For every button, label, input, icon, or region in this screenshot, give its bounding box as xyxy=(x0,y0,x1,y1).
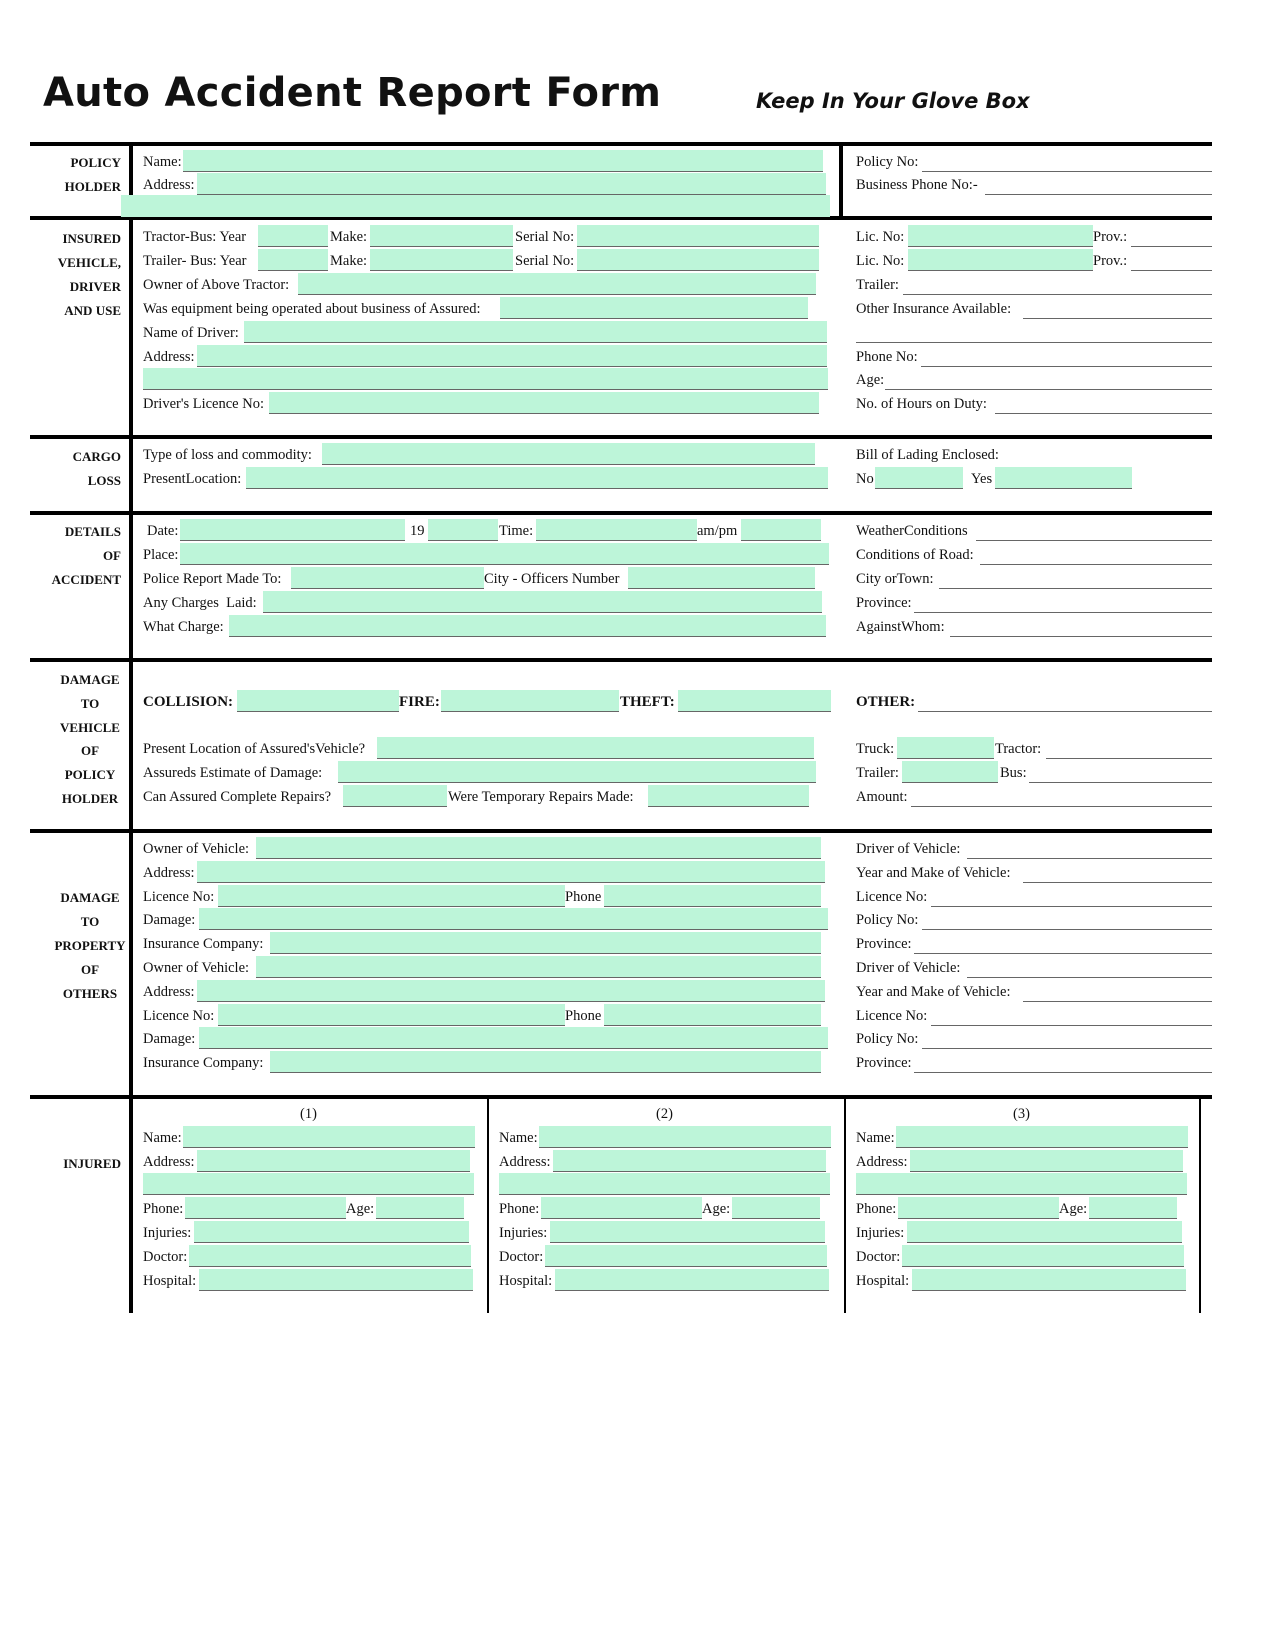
injured-columns-1-doctor-label: Doctor: xyxy=(499,1249,544,1265)
injured-2-address-line2-field[interactable] xyxy=(499,1173,830,1195)
damage-property-vehicles-1-insurance-label: Insurance Company: xyxy=(143,1055,264,1071)
damage-property-vehicles-1-policy-no-label: Policy No: xyxy=(856,1031,919,1047)
cargo-loss-yes-field[interactable] xyxy=(995,467,1132,489)
policy-holder-address-label: Address: xyxy=(143,177,195,193)
injured-columns-0-phone-field[interactable] xyxy=(185,1197,346,1219)
injured-columns-2-injuries-field[interactable] xyxy=(907,1221,1182,1243)
insured-vehicle-other-insurance-label: Other Insurance Available: xyxy=(856,301,1012,317)
insured-vehicle-driver-name-label: Name of Driver: xyxy=(143,325,239,341)
injured-columns-1-name-label: Name: xyxy=(499,1130,538,1146)
injured-columns-1-number-label: (2) xyxy=(656,1106,673,1122)
damage-property-vehicles-1-driver-label: Driver of Vehicle: xyxy=(856,960,961,976)
injured-columns-0-injuries-field[interactable] xyxy=(194,1221,469,1243)
insured-vehicle-prov-label: Prov.: xyxy=(1093,253,1128,269)
insured-vehicle-equipment-field[interactable] xyxy=(500,297,808,319)
cargo-loss-location-field[interactable] xyxy=(246,467,828,489)
damage-vehicle-bus-field[interactable] xyxy=(1029,761,1212,783)
policy-holder-address-field[interactable] xyxy=(197,173,826,195)
injured-columns-0-age-field[interactable] xyxy=(376,1197,464,1219)
damage-property-vehicles-0-policy-no-label: Policy No: xyxy=(856,912,919,928)
damage-vehicle-complete-field[interactable] xyxy=(343,785,447,807)
accident-weather-label: WeatherConditions xyxy=(856,523,968,539)
injured-1-address-line2-field[interactable] xyxy=(143,1173,474,1195)
accident-police-label: Police Report Made To: xyxy=(143,571,282,587)
policy-holder-policy-no-field[interactable] xyxy=(922,150,1212,172)
column-divider xyxy=(839,142,843,218)
damage-property-vehicles-0-insurance-label: Insurance Company: xyxy=(143,936,264,952)
accident-year-prefix-field[interactable] xyxy=(428,519,498,541)
divider xyxy=(30,511,1212,515)
injured-columns-2-name-field[interactable] xyxy=(896,1126,1188,1148)
injured-columns-2-hospital-field[interactable] xyxy=(912,1269,1186,1291)
injured-columns-0-address-label: Address: xyxy=(143,1154,195,1170)
section-label: DAMAGE xyxy=(60,890,120,905)
insured-vehicle-tractor-year-label: Tractor-Bus: Year xyxy=(143,229,247,245)
section-label: OF xyxy=(80,743,100,758)
injured-columns-0-name-field[interactable] xyxy=(183,1126,475,1148)
policy-holder-business-phone-field[interactable] xyxy=(985,173,1212,195)
accident-ampm-field[interactable] xyxy=(741,519,821,541)
accident-city-label: City orTown: xyxy=(856,571,934,587)
insured-vehicle-licence-label: Driver's Licence No: xyxy=(143,396,264,412)
damage-vehicle-tractor-label: Tractor: xyxy=(995,741,1042,757)
section-label: TO xyxy=(80,914,100,929)
tractor_year-serial-field[interactable] xyxy=(577,225,819,247)
damage-property-vehicles-1-licence-field[interactable] xyxy=(218,1004,565,1026)
page-title: Auto Accident Report Form xyxy=(43,70,662,116)
damage-property-vehicles-1-phone-label: Phone xyxy=(565,1008,602,1024)
section-label: PROPERTY xyxy=(54,938,126,953)
other-insurance-line2-field[interactable] xyxy=(856,321,1212,343)
section-label: INSURED xyxy=(62,231,121,246)
damage-vehicle-truck-label: Truck: xyxy=(856,741,895,757)
injured-columns-2-address-label: Address: xyxy=(856,1154,908,1170)
section-label: ACCIDENT xyxy=(51,572,121,587)
accident-police-field[interactable] xyxy=(291,567,484,589)
damage-property-vehicles-1-owner-label: Owner of Vehicle: xyxy=(143,960,250,976)
injured-columns-0-injuries-label: Injuries: xyxy=(143,1225,192,1241)
accident-road-field[interactable] xyxy=(980,543,1212,565)
damage-vehicle-estimate-field[interactable] xyxy=(338,761,816,783)
injured-columns-2-phone-field[interactable] xyxy=(898,1197,1059,1219)
section-label: HOLDER xyxy=(61,791,119,806)
damage-vehicle-amount-field[interactable] xyxy=(911,785,1212,807)
policy-holder-name-label: Name: xyxy=(143,154,182,170)
damage-property-vehicles-0-driver-label: Driver of Vehicle: xyxy=(856,841,961,857)
damage-property-vehicles-0-owner-label: Owner of Vehicle: xyxy=(143,841,250,857)
accident-time-label: Time: xyxy=(499,523,534,539)
damage-vehicle-fire-field[interactable] xyxy=(441,690,619,712)
insured-vehicle-lic-no-label: Lic. No: xyxy=(856,253,905,269)
insured-vehicle-serial-label: Serial No: xyxy=(515,229,575,245)
cargo-loss-type-label: Type of loss and commodity: xyxy=(143,447,312,463)
damage-vehicle-fire-label: FIRE: xyxy=(399,694,440,710)
damage-property-vehicles-1-province-field[interactable] xyxy=(914,1051,1212,1073)
section-label: TO xyxy=(80,696,100,711)
policy-holder-policy-no-label: Policy No: xyxy=(856,154,919,170)
damage-property-vehicles-0-address-label: Address: xyxy=(143,865,195,881)
damage-vehicle-collision-label: COLLISION: xyxy=(143,694,234,710)
section-label: CARGO xyxy=(72,449,121,464)
section-label: DAMAGE xyxy=(60,672,120,687)
injured-columns-1-doctor-field[interactable] xyxy=(545,1245,827,1267)
injured-columns-1-age-field[interactable] xyxy=(732,1197,820,1219)
tractor_year-prov-field[interactable] xyxy=(1131,225,1212,247)
insured-vehicle-owner-label: Owner of Above Tractor: xyxy=(143,277,290,293)
damage-property-vehicles-0-address-field[interactable] xyxy=(197,861,825,883)
damage-property-vehicles-0-phone-field[interactable] xyxy=(604,885,821,907)
insured-vehicle-equipment-label: Was equipment being operated about business of Assured: xyxy=(143,301,481,317)
damage-property-vehicles-1-province-label: Province: xyxy=(856,1055,912,1071)
damage-property-vehicles-1-address-label: Address: xyxy=(143,984,195,1000)
accident-ampm-label: am/pm xyxy=(697,523,738,539)
damage-vehicle-complete-label: Can Assured Complete Repairs? xyxy=(143,789,332,805)
damage-vehicle-present-location-label: Present Location of Assured'sVehicle? xyxy=(143,741,366,757)
injured-columns-1-injuries-label: Injuries: xyxy=(499,1225,548,1241)
divider xyxy=(30,658,1212,662)
section-label: OTHERS xyxy=(62,986,118,1001)
trailer_year-prov-field[interactable] xyxy=(1131,249,1212,271)
section-label: OF xyxy=(102,548,121,563)
injured-columns-1-address-field[interactable] xyxy=(553,1150,826,1172)
cargo-loss-yes-label: Yes xyxy=(971,471,993,487)
damage-property-vehicles-1-insurance-field[interactable] xyxy=(270,1051,821,1073)
section-label: OF xyxy=(80,962,100,977)
damage-property-vehicles-0-damage-field[interactable] xyxy=(199,908,828,930)
insured-vehicle-trailer-field[interactable] xyxy=(903,273,1212,295)
injured-columns-2-number-label: (3) xyxy=(1013,1106,1030,1122)
accident-place-label: Place: xyxy=(143,547,179,563)
damage-vehicle-trailer-field[interactable] xyxy=(902,761,998,783)
injured-columns-2-injuries-label: Injuries: xyxy=(856,1225,905,1241)
section-label: VEHICLE xyxy=(60,720,120,735)
column-divider xyxy=(844,1097,846,1313)
damage-vehicle-temporary-label: Were Temporary Repairs Made: xyxy=(448,789,634,805)
damage-property-vehicles-0-licence-label: Licence No: xyxy=(143,889,215,905)
accident-against-field[interactable] xyxy=(950,615,1212,637)
damage-property-vehicles-1-licence-label: Licence No: xyxy=(143,1008,215,1024)
accident-what-charge-label: What Charge: xyxy=(143,619,224,635)
insured-vehicle-licence-field[interactable] xyxy=(269,392,819,414)
accident-date-field[interactable] xyxy=(180,519,405,541)
accident-time-field[interactable] xyxy=(536,519,697,541)
injured-columns-2-age-field[interactable] xyxy=(1089,1197,1177,1219)
insured-vehicle-other-insurance-field[interactable] xyxy=(1023,297,1212,319)
damage-property-vehicles-1-damage-label: Damage: xyxy=(143,1031,196,1047)
divider xyxy=(30,435,1212,439)
damage-vehicle-other-field[interactable] xyxy=(918,690,1212,712)
policy-holder-name-field[interactable] xyxy=(183,150,823,172)
damage-vehicle-estimate-label: Assureds Estimate of Damage: xyxy=(143,765,323,781)
injured-columns-0-hospital-field[interactable] xyxy=(199,1269,473,1291)
insured-vehicle-driver-name-field[interactable] xyxy=(244,321,827,343)
insured-vehicle-make-label: Make: xyxy=(330,253,368,269)
damage-property-vehicles-1-damage-field[interactable] xyxy=(199,1027,828,1049)
injured-columns-2-hospital-label: Hospital: xyxy=(856,1273,910,1289)
insured-vehicle-prov-label: Prov.: xyxy=(1093,229,1128,245)
insured-vehicle-owner-field[interactable] xyxy=(298,273,816,295)
damage-vehicle-theft-field[interactable] xyxy=(678,690,831,712)
page-subtitle: Keep In Your Glove Box xyxy=(756,89,1030,113)
insured-vehicle-tractor-year-field[interactable] xyxy=(258,225,328,247)
insured-vehicle-trailer-year-label: Trailer- Bus: Year xyxy=(143,253,247,269)
accident-date-label: Date: xyxy=(147,523,179,539)
accident-road-label: Conditions of Road: xyxy=(856,547,974,563)
section-label: HOLDER xyxy=(64,179,121,194)
damage-property-vehicles-1-phone-field[interactable] xyxy=(604,1004,821,1026)
injured-columns-0-doctor-field[interactable] xyxy=(189,1245,471,1267)
policy-holder-address-line2-field[interactable] xyxy=(121,195,830,217)
injured-columns-2-age-label: Age: xyxy=(1059,1201,1088,1217)
damage-property-vehicles-0-year-make-field[interactable] xyxy=(1023,861,1212,883)
injured-columns-1-hospital-field[interactable] xyxy=(555,1269,829,1291)
cargo-loss-bill-label: Bill of Lading Enclosed: xyxy=(856,447,999,463)
accident-charges-label: Any Charges Laid: xyxy=(143,595,257,611)
insured-vehicle-phone-label: Phone No: xyxy=(856,349,918,365)
section-label: DRIVER xyxy=(69,279,121,294)
divider xyxy=(30,142,1212,146)
injured-columns-1-phone-label: Phone: xyxy=(499,1201,540,1217)
injured-columns-2-address-field[interactable] xyxy=(910,1150,1183,1172)
injured-columns-0-doctor-label: Doctor: xyxy=(143,1249,188,1265)
insured-vehicle-lic-no-label: Lic. No: xyxy=(856,229,905,245)
insured-vehicle-age-label: Age: xyxy=(856,372,885,388)
damage-vehicle-temporary-field[interactable] xyxy=(648,785,809,807)
damage-property-vehicles-0-year-make-label: Year and Make of Vehicle: xyxy=(856,865,1011,881)
section-label: POLICY xyxy=(64,767,116,782)
accident-what-charge-field[interactable] xyxy=(229,615,826,637)
damage-property-vehicles-0-licence-no-label: Licence No: xyxy=(856,889,928,905)
damage-property-vehicles-1-policy-no-field[interactable] xyxy=(922,1027,1212,1049)
divider xyxy=(30,829,1212,833)
divider xyxy=(30,1095,1212,1099)
damage-property-vehicles-0-phone-label: Phone xyxy=(565,889,602,905)
damage-vehicle-collision-field[interactable] xyxy=(237,690,399,712)
injured-columns-0-phone-label: Phone: xyxy=(143,1201,184,1217)
injured-columns-0-age-label: Age: xyxy=(346,1201,375,1217)
injured-columns-1-age-label: Age: xyxy=(702,1201,731,1217)
damage-property-vehicles-0-province-field[interactable] xyxy=(914,932,1212,954)
damage-property-vehicles-0-licence-no-field[interactable] xyxy=(931,885,1212,907)
damage-vehicle-bus-label: Bus: xyxy=(1000,765,1027,781)
driver-address-line2-field[interactable] xyxy=(143,368,828,390)
cargo-loss-no-label: No xyxy=(856,471,874,487)
injured-columns-2-phone-label: Phone: xyxy=(856,1201,897,1217)
damage-property-vehicles-0-licence-field[interactable] xyxy=(218,885,565,907)
column-divider xyxy=(1199,1097,1201,1313)
accident-province-field[interactable] xyxy=(914,591,1212,613)
cargo-loss-no-field[interactable] xyxy=(875,467,963,489)
injured-columns-0-address-field[interactable] xyxy=(197,1150,470,1172)
injured-columns-1-phone-field[interactable] xyxy=(541,1197,702,1219)
cargo-loss-type-field[interactable] xyxy=(322,443,815,465)
trailer_year-lic-no-field[interactable] xyxy=(908,249,1093,271)
damage-vehicle-theft-label: THEFT: xyxy=(620,694,675,710)
insured-vehicle-hours-label: No. of Hours on Duty: xyxy=(856,396,987,412)
injured-columns-1-injuries-field[interactable] xyxy=(550,1221,825,1243)
tractor_year-lic-no-field[interactable] xyxy=(908,225,1093,247)
tractor_year-make-field[interactable] xyxy=(370,225,513,247)
insured-vehicle-make-label: Make: xyxy=(330,229,368,245)
section-label: AND USE xyxy=(64,303,121,318)
damage-property-vehicles-0-driver-field[interactable] xyxy=(967,837,1212,859)
insured-vehicle-hours-field[interactable] xyxy=(995,392,1212,414)
accident-city-field[interactable] xyxy=(939,567,1212,589)
damage-vehicle-other-label: OTHER: xyxy=(856,694,916,710)
damage-property-vehicles-1-year-make-label: Year and Make of Vehicle: xyxy=(856,984,1011,1000)
injured-columns-2-name-label: Name: xyxy=(856,1130,895,1146)
damage-property-vehicles-1-owner-field[interactable] xyxy=(256,956,821,978)
section-label: INJURED xyxy=(63,1156,121,1171)
injured-columns-2-doctor-field[interactable] xyxy=(902,1245,1184,1267)
injured-columns-2-doctor-label: Doctor: xyxy=(856,1249,901,1265)
injured-columns-1-hospital-label: Hospital: xyxy=(499,1273,553,1289)
column-divider xyxy=(487,1097,489,1313)
accident-place-field[interactable] xyxy=(180,543,829,565)
damage-property-vehicles-0-damage-label: Damage: xyxy=(143,912,196,928)
accident-year-prefix-label: 19 xyxy=(410,523,425,539)
damage-vehicle-present-location-field[interactable] xyxy=(377,737,814,759)
injured-3-address-line2-field[interactable] xyxy=(856,1173,1187,1195)
damage-property-vehicles-1-licence-no-label: Licence No: xyxy=(856,1008,928,1024)
damage-property-vehicles-1-licence-no-field[interactable] xyxy=(931,1004,1212,1026)
cargo-loss-location-label: PresentLocation: xyxy=(143,471,242,487)
section-label: LOSS xyxy=(87,473,121,488)
damage-property-vehicles-0-policy-no-field[interactable] xyxy=(922,908,1212,930)
accident-officers-label: City - Officers Number xyxy=(484,571,620,587)
damage-vehicle-tractor-field[interactable] xyxy=(1046,737,1212,759)
accident-against-label: AgainstWhom: xyxy=(856,619,945,635)
trailer_year-serial-field[interactable] xyxy=(577,249,819,271)
damage-property-vehicles-0-province-label: Province: xyxy=(856,936,912,952)
injured-columns-0-name-label: Name: xyxy=(143,1130,182,1146)
damage-property-vehicles-1-driver-field[interactable] xyxy=(967,956,1212,978)
injured-columns-0-number-label: (1) xyxy=(300,1106,317,1122)
accident-officers-field[interactable] xyxy=(628,567,815,589)
damage-property-vehicles-1-year-make-field[interactable] xyxy=(1023,980,1212,1002)
insured-vehicle-phone-field[interactable] xyxy=(921,345,1212,367)
insured-vehicle-address-label: Address: xyxy=(143,349,195,365)
injured-columns-1-address-label: Address: xyxy=(499,1154,551,1170)
insured-vehicle-trailer-label: Trailer: xyxy=(856,277,899,293)
damage-property-vehicles-0-owner-field[interactable] xyxy=(256,837,821,859)
injured-columns-1-name-field[interactable] xyxy=(539,1126,831,1148)
section-label: DETAILS xyxy=(64,524,121,539)
section-label: VEHICLE, xyxy=(57,255,121,270)
insured-vehicle-address-field[interactable] xyxy=(197,345,827,367)
damage-vehicle-amount-label: Amount: xyxy=(856,789,908,805)
damage-property-vehicles-1-address-field[interactable] xyxy=(197,980,825,1002)
damage-property-vehicles-0-insurance-field[interactable] xyxy=(270,932,821,954)
policy-holder-business-phone-label: Business Phone No:- xyxy=(856,177,978,193)
section-label: POLICY xyxy=(70,155,121,170)
insured-vehicle-serial-label: Serial No: xyxy=(515,253,575,269)
accident-weather-field[interactable] xyxy=(976,519,1212,541)
insured-vehicle-age-field[interactable] xyxy=(885,368,1212,390)
insured-vehicle-trailer-year-field[interactable] xyxy=(258,249,328,271)
accident-charges-field[interactable] xyxy=(263,591,822,613)
trailer_year-make-field[interactable] xyxy=(370,249,513,271)
damage-vehicle-truck-field[interactable] xyxy=(897,737,994,759)
injured-columns-0-hospital-label: Hospital: xyxy=(143,1273,197,1289)
damage-vehicle-trailer-label: Trailer: xyxy=(856,765,899,781)
accident-province-label: Province: xyxy=(856,595,912,611)
